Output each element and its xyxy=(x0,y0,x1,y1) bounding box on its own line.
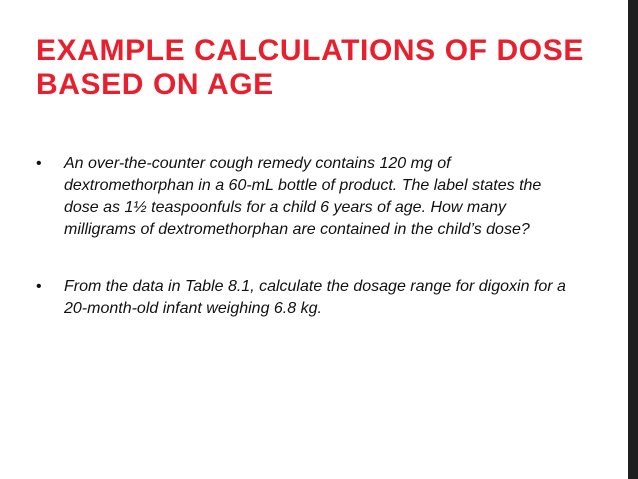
slide-edge-bar xyxy=(628,0,638,479)
bullet-list xyxy=(36,153,576,320)
bullet-marker: • xyxy=(36,155,42,172)
slide-title: EXAMPLE CALCULATIONS OF DOSE BASED ON AGE xyxy=(36,34,584,101)
slide-edge-notch xyxy=(620,0,628,97)
bullet-item xyxy=(36,276,576,320)
bullet-text: From the data in Table 8.1, calculate the dosage range for digoxin for a 20-month-old infant weighing 6.8 kg. xyxy=(64,278,566,317)
bullet-item xyxy=(36,153,576,241)
bullet-marker: • xyxy=(36,278,42,295)
bullet-text: An over-the-counter cough remedy contains 120 mg of dextromethorphan in a 60-mL bottle of product. The label states the dose as 1½ teaspoonfuls for a child 6 years of age. How many milligrams of dextromethorphan are contained in the child’s dose? xyxy=(64,155,542,238)
